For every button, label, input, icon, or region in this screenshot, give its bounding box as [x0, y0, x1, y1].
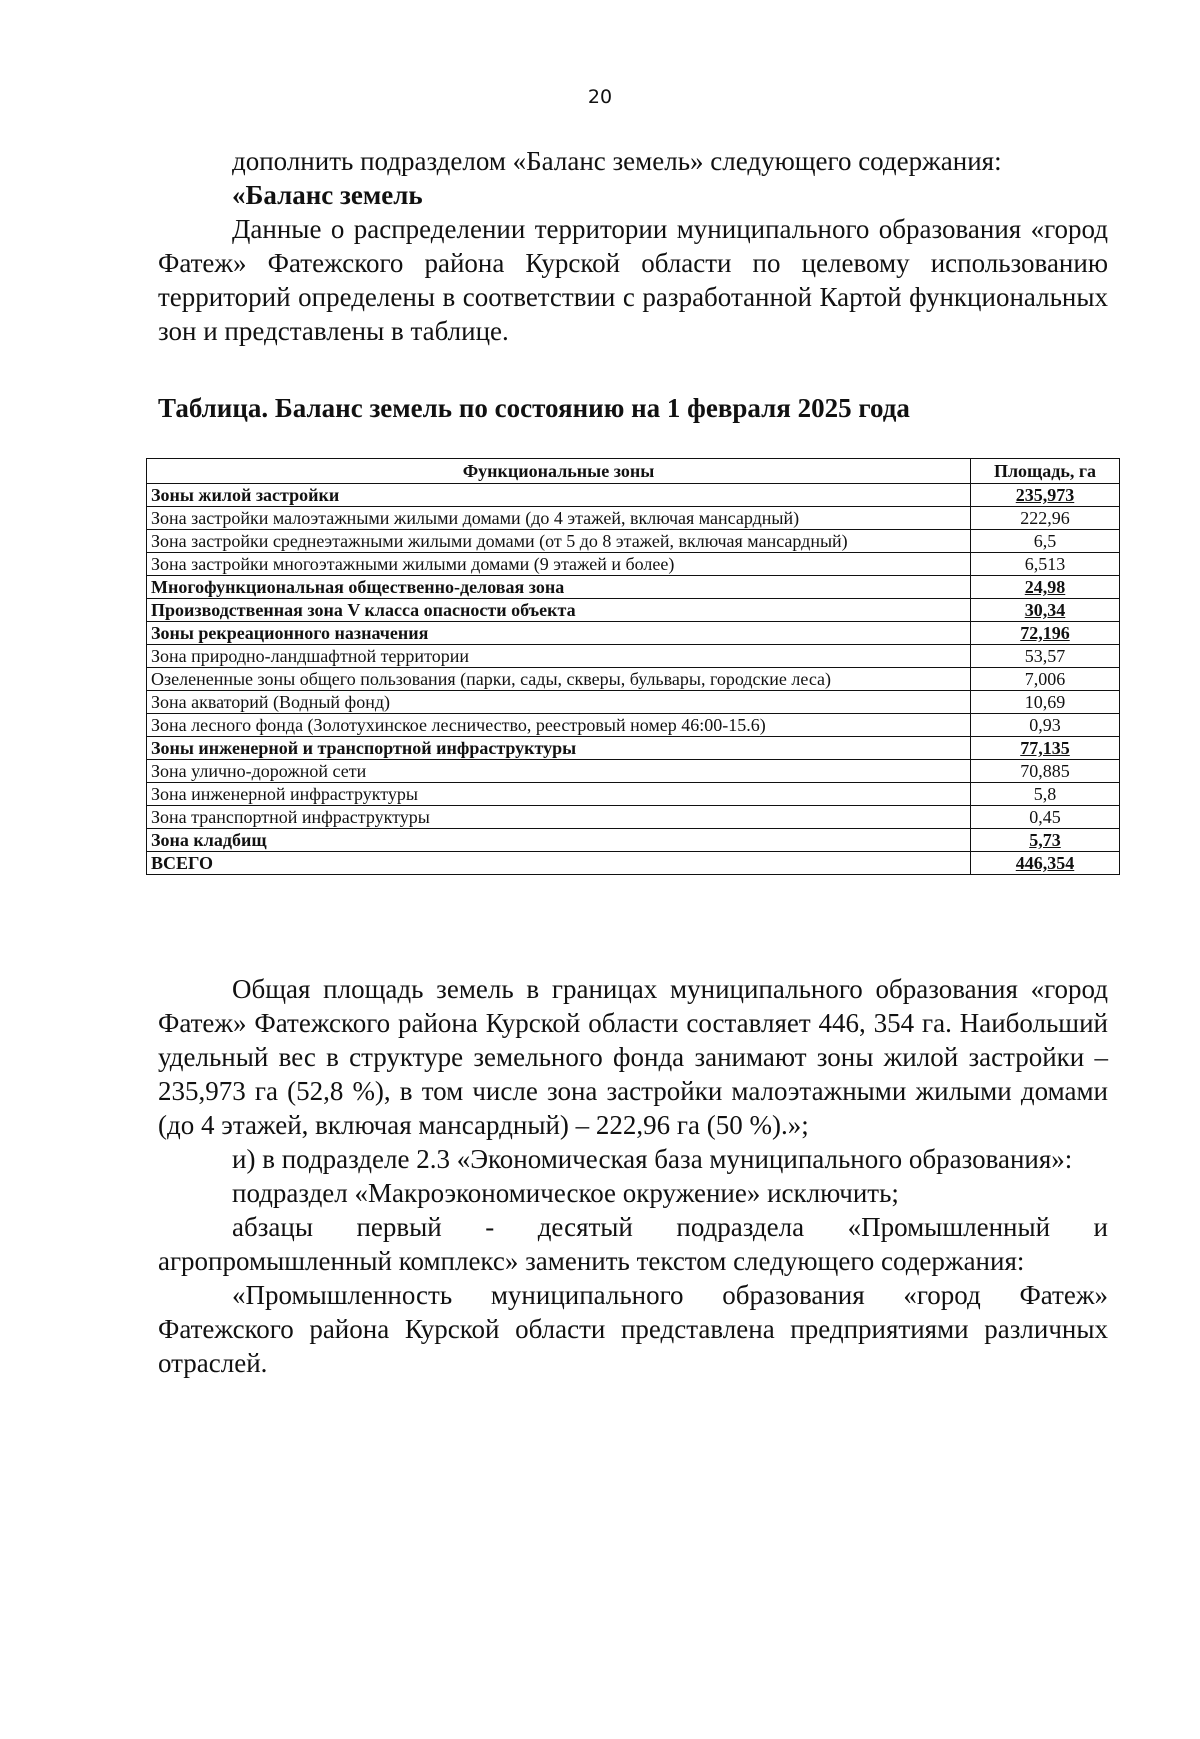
area-value-cell: 53,57: [971, 645, 1120, 668]
table-row: [147, 668, 1120, 691]
area-value-cell: 0,45: [971, 806, 1120, 829]
exclude-paragraph: подраздел «Макроэкономическое окружение» исключить;: [232, 1178, 899, 1208]
table-row: [147, 760, 1120, 783]
summary-paragraph: Общая площадь земель в границах муниципального образования «город Фатеж» Фатежского района Курской области составляет 446, 354 га. Наибольший удельный вес в структуре земельного фонда занимают зоны жилой застройки – 235,973 га (52,8 %), в том числе зона застройки малоэтажными жилыми домами (до 4 этажей, включая мансардный) – 222,96 га (50 %).»;: [158, 974, 1108, 1140]
table-row: [147, 507, 1120, 530]
area-value-cell: 7,006: [971, 668, 1120, 691]
zone-name-cell: Зона инженерной инфраструктуры: [147, 783, 971, 806]
table-header-row: [147, 459, 1120, 484]
header-zones: Функциональные зоны: [147, 459, 971, 484]
zone-name-cell: Многофункциональная общественно-деловая зона: [147, 576, 971, 599]
zone-name-cell: Зона кладбищ: [147, 829, 971, 852]
zone-name-cell: Зона застройки малоэтажными жилыми домами (до 4 этажей, включая мансардный): [147, 507, 971, 530]
zone-name-cell: Зона природно-ландшафтной территории: [147, 645, 971, 668]
subsection-paragraph: и) в подразделе 2.3 «Экономическая база муниципального образования»:: [232, 1144, 1073, 1174]
area-value-cell: 5,73: [971, 829, 1120, 852]
area-value-cell: 5,8: [971, 783, 1120, 806]
zone-name-cell: Зона застройки среднеэтажными жилыми домами (от 5 до 8 этажей, включая мансардный): [147, 530, 971, 553]
table-row: [147, 806, 1120, 829]
table-row: [147, 599, 1120, 622]
zone-name-cell: Зоны рекреационного назначения: [147, 622, 971, 645]
land-balance-table: [146, 458, 1120, 875]
zone-name-cell: Озелененные зоны общего пользования (парки, сады, скверы, бульвары, городские леса): [147, 668, 971, 691]
table-row: [147, 783, 1120, 806]
zone-name-cell: ВСЕГО: [147, 852, 971, 875]
area-value-cell: 6,5: [971, 530, 1120, 553]
table-row: [147, 691, 1120, 714]
table-row: [147, 737, 1120, 760]
table-row: [147, 530, 1120, 553]
replace-paragraph: абзацы первый - десятый подраздела «Промышленный и агропромышленный комплекс» заменить текстом следующего содержания:: [158, 1212, 1108, 1276]
area-value-cell: 70,885: [971, 760, 1120, 783]
header-area: Площадь, га: [971, 459, 1120, 484]
area-value-cell: 446,354: [971, 852, 1120, 875]
zone-name-cell: Зона застройки многоэтажными жилыми домами (9 этажей и более): [147, 553, 971, 576]
area-value-cell: 24,98: [971, 576, 1120, 599]
zone-name-cell: Зоны инженерной и транспортной инфраструктуры: [147, 737, 971, 760]
area-value-cell: 0,93: [971, 714, 1120, 737]
table-body: [147, 484, 1120, 875]
table-row: [147, 714, 1120, 737]
table-row: [147, 829, 1120, 852]
zone-name-cell: Зона лесного фонда (Золотухинское лесничество, реестровый номер 46:00-15.6): [147, 714, 971, 737]
industry-paragraph: «Промышленность муниципального образования «город Фатеж» Фатежского района Курской области представлена предприятиями различных отраслей.: [158, 1280, 1108, 1378]
page-number: 20: [587, 86, 613, 108]
zone-name-cell: Зоны жилой застройки: [147, 484, 971, 507]
table-row: [147, 622, 1120, 645]
zone-name-cell: Зона транспортной инфраструктуры: [147, 806, 971, 829]
table-row: [147, 645, 1120, 668]
area-value-cell: 6,513: [971, 553, 1120, 576]
zone-name-cell: Зона улично-дорожной сети: [147, 760, 971, 783]
intro-block: [158, 144, 1108, 348]
table-row: [147, 553, 1120, 576]
area-value-cell: 72,196: [971, 622, 1120, 645]
area-value-cell: 222,96: [971, 507, 1120, 530]
area-value-cell: 235,973: [971, 484, 1120, 507]
table-row: [147, 852, 1120, 875]
zone-name-cell: Производственная зона V класса опасности объекта: [147, 599, 971, 622]
zone-name-cell: Зона акваторий (Водный фонд): [147, 691, 971, 714]
table-row: [147, 484, 1120, 507]
intro-line: дополнить подразделом «Баланс земель» следующего содержания:: [232, 146, 1002, 176]
table-caption: Таблица. Баланс земель по состоянию на 1 февраля 2025 года: [158, 393, 910, 423]
intro-paragraph: Данные о распределении территории муниципального образования «город Фатеж» Фатежского района Курской области по целевому использованию территорий определены в соответствии с разработанной Картой функциональных зон и представлены в таблице.: [158, 214, 1108, 346]
area-value-cell: 10,69: [971, 691, 1120, 714]
section-heading: «Баланс земель: [232, 180, 423, 210]
area-value-cell: 30,34: [971, 599, 1120, 622]
table-row: [147, 576, 1120, 599]
body-block: [158, 972, 1108, 1380]
area-value-cell: 77,135: [971, 737, 1120, 760]
